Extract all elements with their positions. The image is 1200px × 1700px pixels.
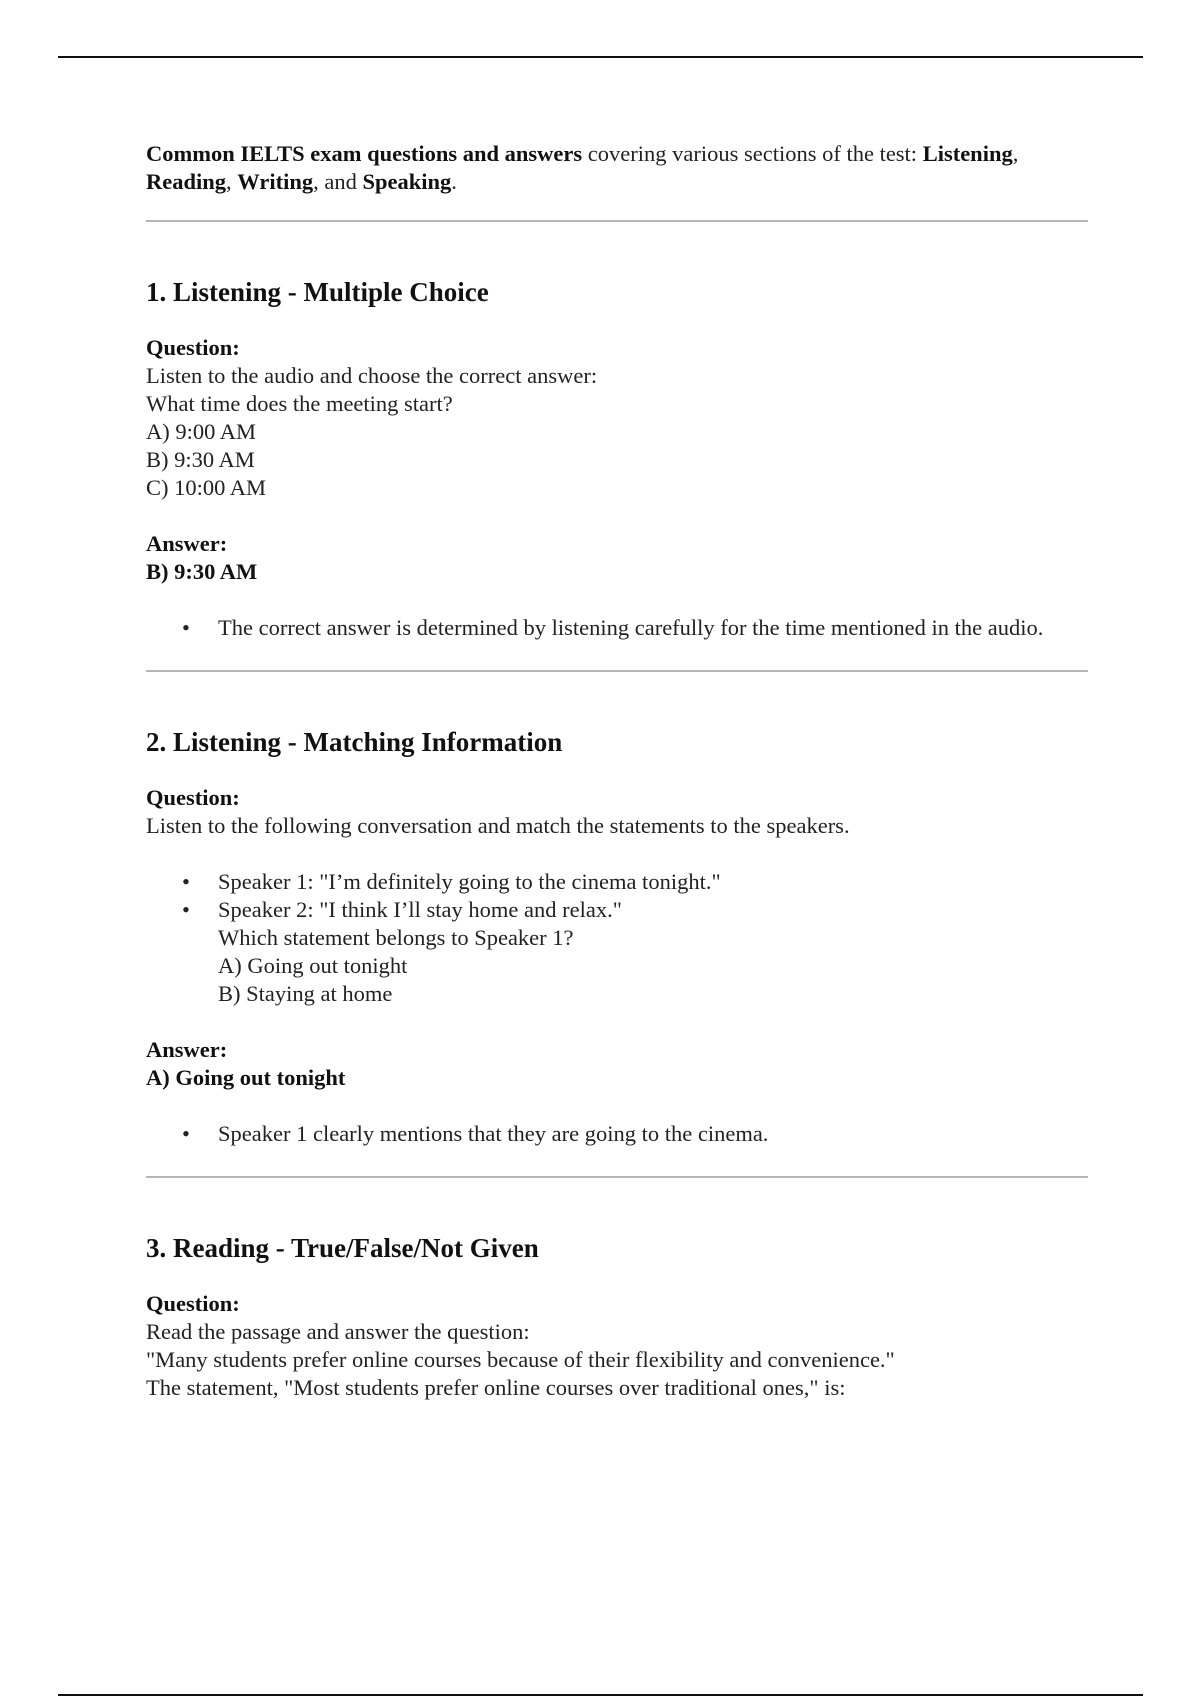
option-b: B) 9:30 AM bbox=[146, 447, 255, 472]
option-a: A) 9:00 AM bbox=[146, 419, 257, 444]
option-a: A) Going out tonight bbox=[218, 953, 408, 978]
question-line: Which statement belongs to Speaker 1? bbox=[218, 925, 574, 950]
intro-bold-title: Common IELTS exam questions and answers bbox=[146, 141, 583, 166]
bullet-icon: • bbox=[182, 897, 190, 922]
intro-speaking: Speaking bbox=[362, 169, 452, 194]
explanation-list bbox=[146, 1120, 1088, 1148]
bullet-icon: • bbox=[182, 869, 190, 894]
speaker-item bbox=[146, 896, 1088, 1008]
intro-comma: , bbox=[1012, 141, 1019, 166]
intro-and: , and bbox=[313, 169, 363, 194]
answer-label: Answer: bbox=[146, 1037, 228, 1062]
question-line: Read the passage and answer the question: bbox=[146, 1319, 530, 1344]
section-reading-true-false bbox=[146, 1231, 1088, 1402]
document-body bbox=[146, 140, 1088, 1402]
intro-writing: Writing bbox=[237, 169, 314, 194]
question-label: Question: bbox=[146, 1291, 240, 1316]
explanation-item bbox=[146, 614, 1088, 642]
intro-period: . bbox=[451, 169, 457, 194]
explanation-list bbox=[146, 614, 1088, 642]
divider bbox=[146, 1176, 1088, 1178]
speaker-statement: Speaker 1: "I’m definitely going to the cinema tonight." bbox=[218, 869, 721, 894]
section-heading: 3. Reading - True/False/Not Given bbox=[146, 1233, 539, 1263]
explanation-item bbox=[146, 1120, 1088, 1148]
section-heading: 2. Listening - Matching Information bbox=[146, 727, 563, 757]
question-line: Listen to the audio and choose the correct answer: bbox=[146, 363, 598, 388]
speaker-list bbox=[146, 868, 1088, 1008]
question-line: Listen to the following conversation and match the statements to the speakers. bbox=[146, 813, 850, 838]
answer-value: B) 9:30 AM bbox=[146, 559, 258, 584]
option-c: C) 10:00 AM bbox=[146, 475, 267, 500]
intro-paragraph bbox=[146, 140, 1088, 196]
intro-listening: Listening bbox=[922, 141, 1013, 166]
question-label: Question: bbox=[146, 785, 240, 810]
answer-value: A) Going out tonight bbox=[146, 1065, 346, 1090]
question-label: Question: bbox=[146, 335, 240, 360]
intro-comma-2: , bbox=[226, 169, 238, 194]
section-listening-multiple-choice bbox=[146, 275, 1088, 672]
section-listening-matching bbox=[146, 725, 1088, 1178]
question-line: What time does the meeting start? bbox=[146, 391, 453, 416]
speaker-item bbox=[146, 868, 1088, 896]
page-top-rule bbox=[58, 56, 1143, 58]
intro-text: covering various sections of the test: bbox=[582, 141, 923, 166]
explanation-text: Speaker 1 clearly mentions that they are going to the cinema. bbox=[218, 1121, 769, 1146]
bullet-icon: • bbox=[182, 1121, 190, 1146]
bullet-icon: • bbox=[182, 615, 190, 640]
section-heading: 1. Listening - Multiple Choice bbox=[146, 277, 489, 307]
speaker-statement: Speaker 2: "I think I’ll stay home and relax." bbox=[218, 897, 622, 922]
passage-quote: "Many students prefer online courses because of their flexibility and convenience." bbox=[146, 1347, 895, 1372]
option-b: B) Staying at home bbox=[218, 981, 393, 1006]
divider bbox=[146, 670, 1088, 672]
intro-reading: Reading bbox=[146, 169, 227, 194]
explanation-text: The correct answer is determined by listening carefully for the time mentioned in the audio. bbox=[218, 615, 1044, 640]
divider bbox=[146, 220, 1088, 222]
question-line: The statement, "Most students prefer online courses over traditional ones," is: bbox=[146, 1375, 846, 1400]
page-bottom-rule bbox=[58, 1694, 1143, 1696]
answer-label: Answer: bbox=[146, 531, 228, 556]
